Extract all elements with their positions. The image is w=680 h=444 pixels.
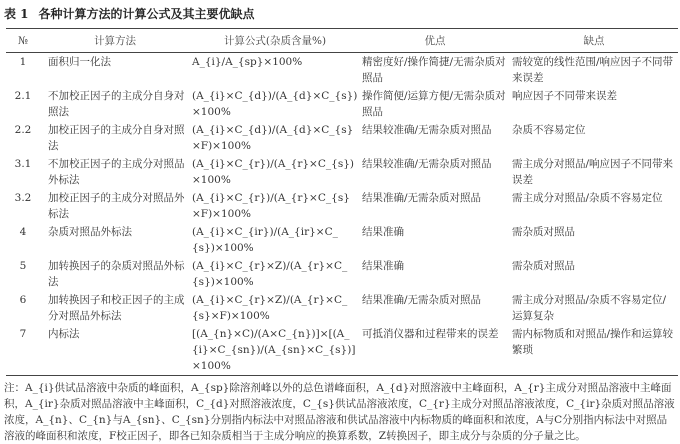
table-caption [0,0,680,22]
header-pros: 优点 [424,34,446,47]
cons: 需主成分对照品/响应因子不同带来误差 [512,158,674,186]
cons: 需杂质对照品 [512,260,575,272]
pros: 精密度好/操作简捷/无需杂质对照品 [362,56,506,84]
header-no: № [18,34,28,47]
pros: 操作简便/运算方便/无需杂质对照品 [362,90,506,118]
method-name: 加转换因子的杂质对照品外标法 [48,260,185,288]
table-notes: 注：A_{i}供试品溶液中杂质的峰面积，A_{sp}除溶剂峰以外的总色谱峰面积，A_{d}对照溶液中主峰面积，A_{r}主成分对照品溶液中主峰面积，A_{ir}杂质对照品溶液中主峰面积，C_{d}对照溶液浓度，C_{s}供试品溶液浓度，C_{r}主成分对照品溶液浓度，C_{ir}杂质对照品溶液浓度，A_{n}、C_{n}与A_{sn}、C_{sn}分别指内标法中对照品溶液和供试品溶液中内标物质的峰面积和浓度，A与C分别指内标法中对照品溶液的峰面积和浓度，F校正因子，即各已知杂质相当于主成分响应的换算系数，Z转换因子，即主成分与杂质的分子量之比。 [4,382,675,442]
header-formula: 计算公式(杂质含量%) [223,34,327,47]
formula: [(A_{n}×C)/(A×C_{n})]×[(A_{i}×C_{sn})/(A_{sn}×C_{s})]×100% [192,328,356,372]
cons: 需内标物质和对照品/操作和运算较繁琐 [512,328,674,356]
cons: 需杂质对照品 [512,226,575,238]
pros: 可抵消仪器和过程带来的误差 [362,328,499,340]
cons: 杂质不容易定位 [512,124,586,136]
cons: 需主成分对照品/杂质不容易定位/运算复杂 [512,294,667,322]
formula: (A_{i}×C_{r}×Z)/(A_{r}×C_{s})×100% [192,260,348,288]
pros: 结果准确/无需杂质对照品 [362,294,482,306]
pros: 结果准确/无需杂质对照品 [362,192,482,204]
row-number: 1 [19,56,27,68]
row-number: 5 [19,260,27,272]
table-number: 表 1 [4,7,29,21]
table-row [6,155,678,189]
row-number: 6 [19,294,27,306]
method-name: 不加校正因子的主成分对照品外标法 [48,158,185,186]
formula: A_{i}/A_{sp}×100% [192,56,303,68]
table-row [6,325,678,376]
method-name: 杂质对照品外标法 [48,226,132,238]
cons: 需主成分对照品/杂质不容易定位 [512,192,663,204]
table-row [6,257,678,291]
row-number: 2.1 [14,90,32,102]
formula: (A_{i}×C_{d})/(A_{d}×C_{s}×F)×100% [192,124,354,152]
row-number: 2.2 [14,124,32,136]
table-row [6,189,678,223]
methods-table [6,28,678,376]
header-cons: 缺点 [583,34,605,47]
formula: (A_{i}×C_{d})/(A_{d}×C_{s})×100% [192,90,358,118]
header-row [6,29,678,53]
row-number: 3.1 [14,158,32,170]
pros: 结果准确 [362,226,404,238]
pros: 结果较准确/无需杂质对照品 [362,124,492,136]
method-name: 加校正因子的主成分自身对照法 [48,124,185,152]
method-name: 不加校正因子的主成分自身对照法 [48,90,185,118]
pros: 结果准确 [362,260,404,272]
pros: 结果较准确/无需杂质对照品 [362,158,492,170]
table-title: 各种计算方法的计算公式及其主要优缺点 [38,7,255,21]
row-number: 7 [19,328,27,340]
method-name: 面积归一化法 [48,56,111,68]
formula: (A_{i}×C_{r})/(A_{r}×C_{s})×100% [192,158,354,186]
formula: (A_{i}×C_{r})/(A_{r}×C_{s}×F)×100% [192,192,350,220]
row-number: 4 [19,226,27,238]
method-name: 加转换因子和校正因子的主成分对照品外标法 [48,294,185,322]
formula: (A_{i}×C_{ir})/(A_{ir}×C_{s})×100% [192,226,338,254]
table-row [6,291,678,325]
table-row [6,223,678,257]
table-row [6,121,678,155]
cons: 响应因子不同带来误差 [512,90,617,102]
formula: (A_{i}×C_{r}×Z)/(A_{r}×C_{s}×F)×100% [192,294,348,322]
header-method: 计算方法 [94,34,136,47]
method-name: 加校正因子的主成分对照品外标法 [48,192,185,220]
table-row [6,87,678,121]
table-row [6,53,678,88]
row-number: 3.2 [14,192,32,204]
cons: 需较宽的线性范围/响应因子不同带来误差 [512,56,674,84]
method-name: 内标法 [48,328,80,340]
